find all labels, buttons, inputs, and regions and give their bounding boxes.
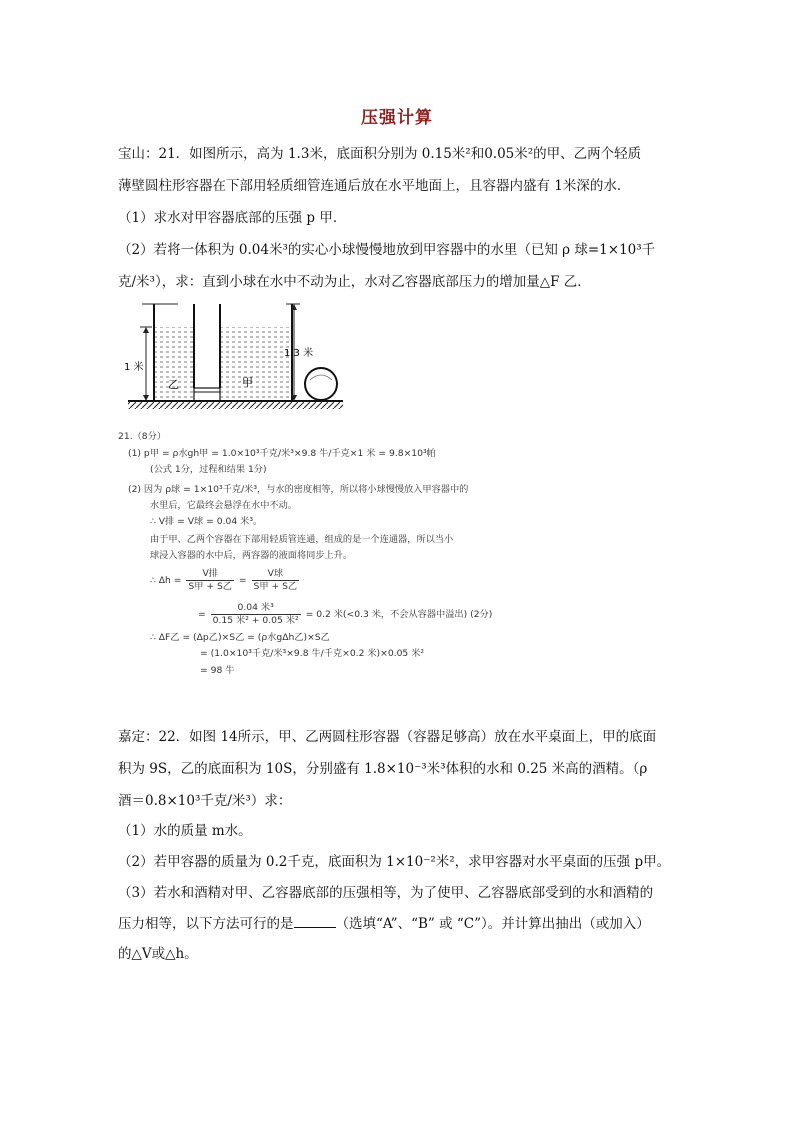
answer-21-line-6: 由于甲、乙两个容器在下部用轻质管连通，组成的是一个连通器，所以当小 [150,534,454,545]
q22-line-8: 的△V或△h。 [118,946,198,962]
label-yi: 乙 [168,378,179,391]
answer-21-head: 21.（8分） [118,431,167,442]
answer-21-line-4: 水里后，它最终会悬浮在水中不动。 [150,500,297,511]
answer-21-line-5: ∴ V排 = V球 = 0.04 米³。 [150,516,263,527]
label-1-3m: 1.3 米 [284,348,314,359]
q22-line-7-start: 压力相等，以下方法可行的是 [118,916,294,932]
label-1m: 1 米 [124,362,144,373]
delta-h-label: ∴ Δh = [150,575,182,586]
q21-line-4: （2）若将一体积为 0.04米³的实心小球慢慢地放到甲容器中的水里（已知 ρ 球=1×10³千 [118,242,656,258]
answer-21-line-3: (2) 因为 ρ球 = 1×10³千克/米³，与水的密度相等，所以将小球慢慢放入甲容器中的 [128,484,469,495]
answer-21-line-1: (1) p甲 = ρ水gh甲 = 1.0×10³千克/米³×9.8 牛/千克×1 米 = 9.8×10³帕 [128,448,436,459]
answer-21-line-12: = 98 牛 [200,665,235,676]
fraction-3 [211,602,301,627]
q22-line-4: （1）水的质量 m水。 [118,823,252,839]
answer-21-line-9: = $\frac{\text{0.04 米³}}{\text{0.15 米² + 0.05 米²}}$ = 0.2 米(<0.3 米，不会从容器中溢出) (2分) [198,602,493,626]
q22-line-5: （2）若甲容器的质量为 0.2千克，底面积为 1×10⁻²米²，求甲容器对水平桌面的压强 p甲。 [118,854,671,870]
fraction-1 [186,568,234,593]
q21-line-3: （1）求水对甲容器底部的压强 p 甲． [118,210,347,226]
answer-21-line-10: ∴ ΔF乙 = (Δp乙)×S乙 = (ρ水gΔh乙)×S乙 [150,632,330,643]
q22-line-3: 酒＝0.8×10³千克/米³）求： [118,793,292,809]
answer-21-line-2: (公式 1分，过程和结果 1分) [150,464,267,475]
answer-21-line-9-rest: = 0.2 米(<0.3 米，不会从容器中溢出) (2分) [305,609,493,620]
connected-containers-figure [118,300,348,415]
label-jia: 甲 [242,376,253,389]
fraction-2-den: S甲 + S乙 [253,581,298,592]
q22-line-7 [118,915,650,933]
fraction-2 [252,568,300,593]
q22-line-7-end: （选填“A”、“B” 或 “C”）。并计算出抽出（或加入） [335,916,650,932]
answer-21-line-7: 球浸入容器的水中后，两容器的液面将同步上升。 [150,550,353,561]
q22-line-2: 积为 9S，乙的底面积为 10S，分别盛有 1.8×10⁻³米³体积的水和 0.25 米高的酒精。（ρ [118,761,648,777]
answer-21-line-8: ∴ Δh = $\frac{\text{V排}}{\text{S甲 + S乙}}$ = $\frac{\text{V球}}{\text{S甲 + S乙}}$ [150,568,298,592]
q22-line-1: 嘉定：22．如图 14所示，甲、乙两圆柱形容器（容器足够高）放在水平桌面上，甲的底面 [118,729,657,745]
answer-blank [294,915,336,928]
fraction-2-num: V球 [252,568,300,581]
q21-line-1: 宝山：21．如图所示，高为 1.3米，底面积分别为 0.15米²和0.05米²的甲、乙两个轻质 [118,146,642,162]
fraction-1-den: S甲 + S乙 [188,581,232,592]
fraction-3-den: 0.15 米² + 0.05 米² [212,615,299,626]
q21-line-5: 克/米³），求：直到小球在水中不动为止，水对乙容器底部压力的增加量△F 乙． [118,274,591,290]
q21-line-2: 薄壁圆柱形容器在下部用轻质细管连通后放在水平地面上，且容器内盛有 1米深的水． [118,178,631,194]
fraction-1-num: V排 [186,568,234,581]
fraction-3-num: 0.04 米³ [211,602,301,615]
page-title: 压强计算 [361,108,433,128]
answer-21-line-11: = (1.0×10³千克/米³×9.8 牛/千克×0.2 米)×0.05 米² [200,648,425,659]
q22-line-6: （3）若水和酒精对甲、乙容器底部的压强相等，为了使甲、乙容器底部受到的水和酒精的 [118,885,654,901]
